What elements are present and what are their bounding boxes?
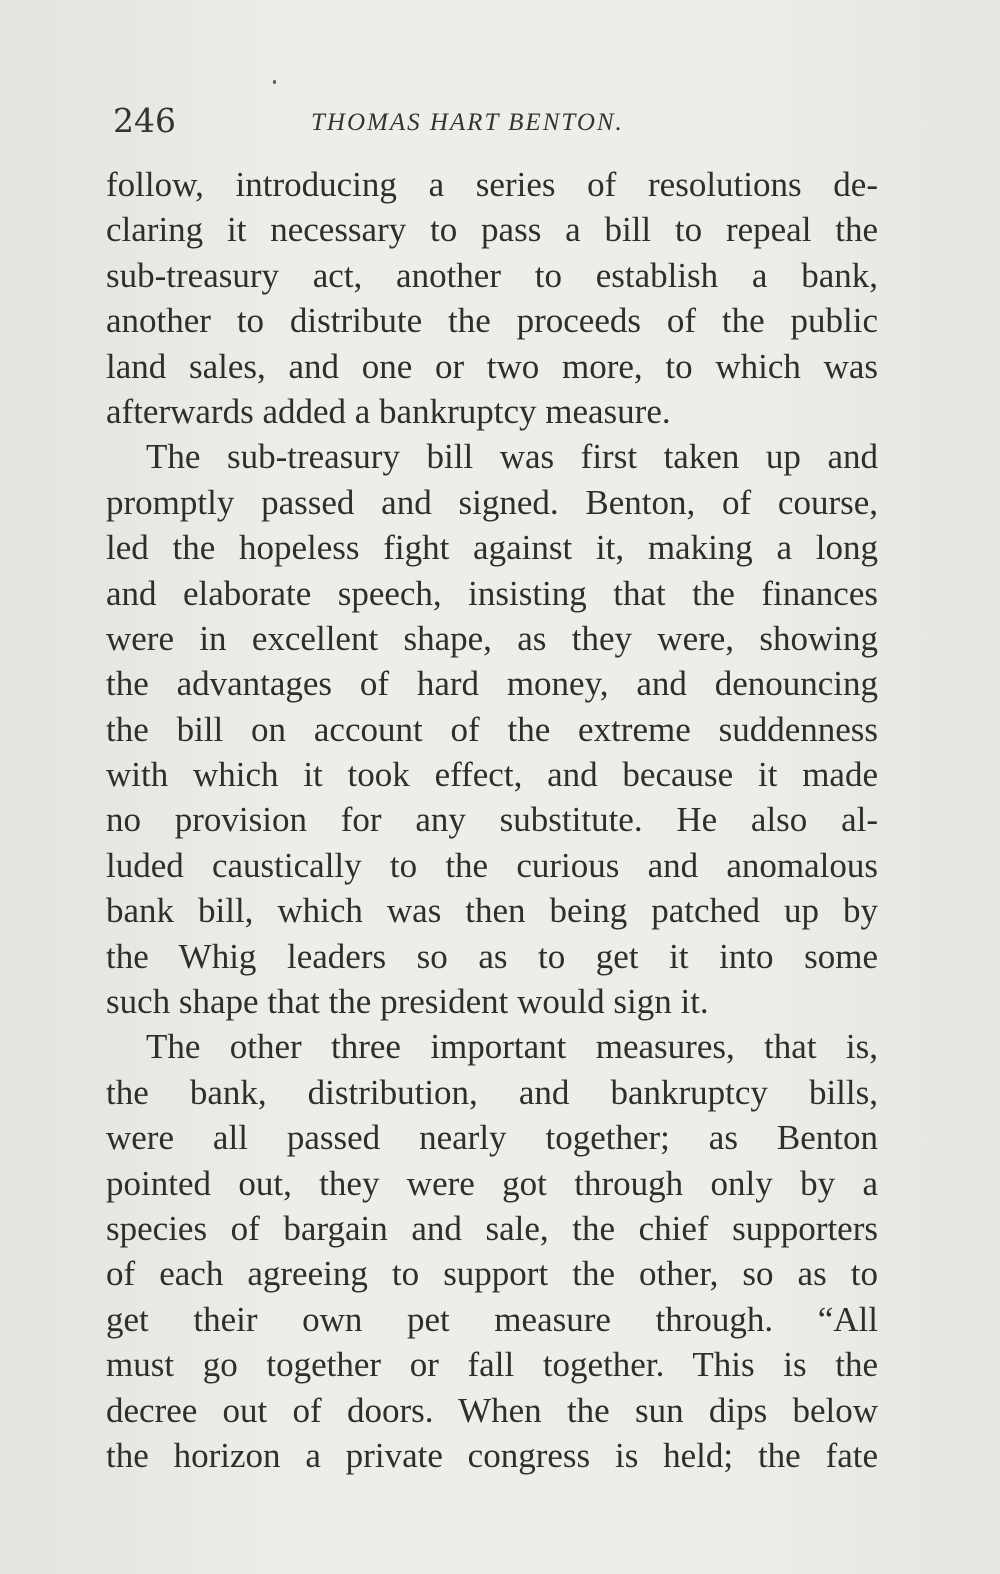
text-line: decree out of doors. When the sun dips below bbox=[106, 1390, 878, 1430]
text-line: the horizon a private congress is held; the fate bbox=[106, 1435, 878, 1475]
text-line: must go together or fall together. This is the bbox=[106, 1345, 878, 1385]
text-line: led the hopeless fight against it, making a long bbox=[106, 528, 878, 568]
text-line: The sub-treasury bill was first taken up and bbox=[146, 437, 878, 477]
text-line: bank bill, which was then being patched up by bbox=[106, 891, 878, 931]
text-line: no provision for any substitute. He also al- bbox=[106, 800, 878, 840]
text-line: follow, introducing a series of resolutions de- bbox=[106, 165, 878, 204]
text-line: sub-treasury act, another to establish a bank, bbox=[106, 255, 878, 295]
text-line: luded caustically to the curious and anomalous bbox=[106, 845, 878, 885]
page-number: 246 bbox=[113, 101, 176, 140]
text-line: were all passed nearly together; as Benton bbox=[106, 1118, 878, 1158]
running-head: THOMAS HART BENTON. bbox=[311, 109, 624, 136]
text-line: the Whig leaders so as to get it into some bbox=[106, 936, 878, 976]
text-line: the bill on account of the extreme suddenness bbox=[106, 709, 878, 749]
text-line: with which it took effect, and because it made bbox=[106, 755, 878, 795]
text-line: species of bargain and sale, the chief supporters bbox=[106, 1208, 878, 1248]
body-text bbox=[106, 162, 878, 1478]
text-line: get their own pet measure through. “All bbox=[106, 1299, 878, 1339]
text-line: were in excellent shape, as they were, showing bbox=[106, 618, 878, 658]
text-line: the bank, distribution, and bankruptcy bills, bbox=[106, 1072, 878, 1112]
page-header bbox=[113, 96, 883, 146]
text-line: and elaborate speech, insisting that the finances bbox=[106, 573, 878, 613]
ink-speck bbox=[273, 80, 276, 84]
text-line: The other three important measures, that is, bbox=[146, 1027, 878, 1067]
text-line: the advantages of hard money, and denouncing bbox=[106, 664, 878, 704]
text-line: of each agreeing to support the other, so as to bbox=[106, 1254, 878, 1294]
text-line: claring it necessary to pass a bill to repeal the bbox=[106, 210, 878, 250]
text-line: pointed out, they were got through only by a bbox=[106, 1163, 878, 1203]
text-line: such shape that the president would sign it. bbox=[106, 982, 709, 1022]
text-line: land sales, and one or two more, to which was bbox=[106, 346, 878, 386]
text-line: promptly passed and signed. Benton, of course, bbox=[106, 482, 878, 522]
text-line: another to distribute the proceeds of the public bbox=[106, 301, 878, 341]
text-line: afterwards added a bankruptcy measure. bbox=[106, 391, 671, 431]
